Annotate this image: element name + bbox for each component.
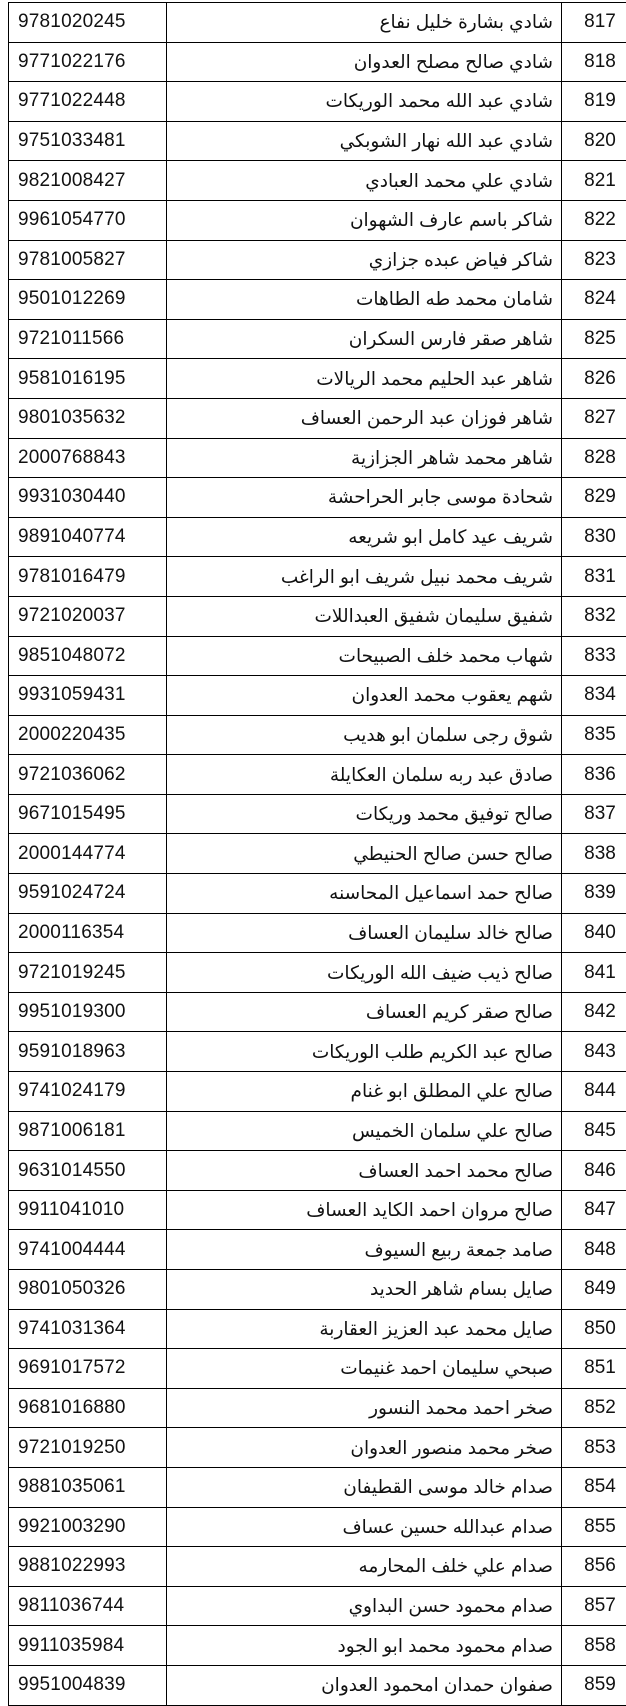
national-id-cell: 9721020037 <box>9 596 167 636</box>
serial-number-cell: 847 <box>562 1190 626 1230</box>
serial-number-cell: 825 <box>562 319 626 359</box>
full-name-cell: شوق رجى سلمان ابو هديب <box>167 715 562 755</box>
serial-number-cell: 817 <box>562 3 626 43</box>
national-id-cell: 2000116354 <box>9 913 167 953</box>
table-row <box>9 359 626 399</box>
serial-number-cell: 845 <box>562 1111 626 1151</box>
national-id-cell: 9721036062 <box>9 755 167 795</box>
table-row <box>9 478 626 518</box>
table-row <box>9 280 626 320</box>
table-row <box>9 1626 626 1666</box>
full-name-cell: صايل بسام شاهر الحديد <box>167 1270 562 1310</box>
full-name-cell: صادق عبد ربه سلمان العكايلة <box>167 755 562 795</box>
national-id-cell: 9881022993 <box>9 1547 167 1587</box>
serial-number-cell: 828 <box>562 438 626 478</box>
table-row <box>9 82 626 122</box>
serial-number-cell: 858 <box>562 1626 626 1666</box>
national-id-cell: 9961054770 <box>9 200 167 240</box>
full-name-cell: صخر احمد محمد النسور <box>167 1388 562 1428</box>
table-row <box>9 1072 626 1112</box>
full-name-cell: صالح محمد احمد العساف <box>167 1151 562 1191</box>
national-id-cell: 9751033481 <box>9 121 167 161</box>
table-row <box>9 676 626 716</box>
full-name-cell: شاهر صقر فارس السكران <box>167 319 562 359</box>
table-row <box>9 874 626 914</box>
national-id-cell: 9581016195 <box>9 359 167 399</box>
serial-number-cell: 832 <box>562 596 626 636</box>
full-name-cell: صامد جمعة ربيع السيوف <box>167 1230 562 1270</box>
national-id-cell: 9631014550 <box>9 1151 167 1191</box>
table-row <box>9 1507 626 1547</box>
serial-number-cell: 854 <box>562 1467 626 1507</box>
national-id-cell: 9881035061 <box>9 1467 167 1507</box>
table-row <box>9 121 626 161</box>
national-id-cell: 9931059431 <box>9 676 167 716</box>
table-row <box>9 398 626 438</box>
table-row <box>9 953 626 993</box>
table-row <box>9 715 626 755</box>
national-id-cell: 9821008427 <box>9 161 167 201</box>
serial-number-cell: 851 <box>562 1349 626 1389</box>
serial-number-cell: 846 <box>562 1151 626 1191</box>
national-id-cell: 9911041010 <box>9 1190 167 1230</box>
table-row <box>9 1665 626 1705</box>
national-id-cell: 9671015495 <box>9 794 167 834</box>
full-name-cell: صالح حسن صالح الحنيطي <box>167 834 562 874</box>
table-row <box>9 438 626 478</box>
national-id-cell: 9721019250 <box>9 1428 167 1468</box>
national-id-cell: 9811036744 <box>9 1586 167 1626</box>
serial-number-cell: 852 <box>562 1388 626 1428</box>
table-row <box>9 240 626 280</box>
table-row <box>9 755 626 795</box>
serial-number-cell: 820 <box>562 121 626 161</box>
table-row <box>9 1467 626 1507</box>
national-id-cell: 9741031364 <box>9 1309 167 1349</box>
full-name-cell: صدام خالد موسى القطيفان <box>167 1467 562 1507</box>
serial-number-cell: 827 <box>562 398 626 438</box>
table-row <box>9 794 626 834</box>
full-name-cell: صخر محمد منصور العدوان <box>167 1428 562 1468</box>
names-table <box>8 2 626 1706</box>
serial-number-cell: 839 <box>562 874 626 914</box>
table-row <box>9 1547 626 1587</box>
serial-number-cell: 859 <box>562 1665 626 1705</box>
full-name-cell: شامان محمد طه الطاهات <box>167 280 562 320</box>
serial-number-cell: 844 <box>562 1072 626 1112</box>
national-id-cell: 9931030440 <box>9 478 167 518</box>
full-name-cell: شادي بشارة خليل نفاع <box>167 3 562 43</box>
table-row <box>9 596 626 636</box>
national-id-cell: 9691017572 <box>9 1349 167 1389</box>
table-row <box>9 557 626 597</box>
table-row <box>9 1032 626 1072</box>
table-row <box>9 1230 626 1270</box>
full-name-cell: شاكر باسم عارف الشهوان <box>167 200 562 240</box>
serial-number-cell: 855 <box>562 1507 626 1547</box>
national-id-cell: 9781020245 <box>9 3 167 43</box>
table-row <box>9 1309 626 1349</box>
full-name-cell: شاهر عبد الحليم محمد الريالات <box>167 359 562 399</box>
serial-number-cell: 821 <box>562 161 626 201</box>
serial-number-cell: 848 <box>562 1230 626 1270</box>
serial-number-cell: 831 <box>562 557 626 597</box>
national-id-cell: 9911035984 <box>9 1626 167 1666</box>
serial-number-cell: 822 <box>562 200 626 240</box>
serial-number-cell: 836 <box>562 755 626 795</box>
serial-number-cell: 857 <box>562 1586 626 1626</box>
full-name-cell: شادي صالح مصلح العدوان <box>167 42 562 82</box>
national-id-cell: 9781005827 <box>9 240 167 280</box>
serial-number-cell: 834 <box>562 676 626 716</box>
table-body <box>9 3 626 1706</box>
table-row <box>9 1190 626 1230</box>
national-id-cell: 9681016880 <box>9 1388 167 1428</box>
full-name-cell: صالح علي المطلق ابو غنام <box>167 1072 562 1112</box>
full-name-cell: صالح مروان احمد الكايد العساف <box>167 1190 562 1230</box>
national-id-cell: 9721011566 <box>9 319 167 359</box>
table-row <box>9 636 626 676</box>
serial-number-cell: 818 <box>562 42 626 82</box>
table-row <box>9 1111 626 1151</box>
serial-number-cell: 850 <box>562 1309 626 1349</box>
table-row <box>9 200 626 240</box>
national-id-cell: 9781016479 <box>9 557 167 597</box>
serial-number-cell: 837 <box>562 794 626 834</box>
serial-number-cell: 823 <box>562 240 626 280</box>
national-id-cell: 9801035632 <box>9 398 167 438</box>
full-name-cell: شاكر فياض عبده جزازي <box>167 240 562 280</box>
national-id-cell: 2000144774 <box>9 834 167 874</box>
serial-number-cell: 842 <box>562 992 626 1032</box>
full-name-cell: شريف محمد نبيل شريف ابو الراغب <box>167 557 562 597</box>
national-id-cell: 9801050326 <box>9 1270 167 1310</box>
serial-number-cell: 830 <box>562 517 626 557</box>
national-id-cell: 9951004839 <box>9 1665 167 1705</box>
full-name-cell: صالح علي سلمان الخميس <box>167 1111 562 1151</box>
serial-number-cell: 826 <box>562 359 626 399</box>
serial-number-cell: 843 <box>562 1032 626 1072</box>
full-name-cell: صبحي سليمان احمد غنيمات <box>167 1349 562 1389</box>
full-name-cell: شفيق سليمان شفيق العبداللات <box>167 596 562 636</box>
table-row <box>9 1586 626 1626</box>
serial-number-cell: 856 <box>562 1547 626 1587</box>
serial-number-cell: 840 <box>562 913 626 953</box>
national-id-cell: 9951019300 <box>9 992 167 1032</box>
table-row <box>9 1428 626 1468</box>
full-name-cell: شادي عبد الله محمد الوريكات <box>167 82 562 122</box>
table-row <box>9 992 626 1032</box>
serial-number-cell: 835 <box>562 715 626 755</box>
national-id-cell: 2000220435 <box>9 715 167 755</box>
table-row <box>9 1388 626 1428</box>
table-row <box>9 1270 626 1310</box>
full-name-cell: شادي عبد الله نهار الشوبكي <box>167 121 562 161</box>
serial-number-cell: 838 <box>562 834 626 874</box>
table-row <box>9 834 626 874</box>
national-id-cell: 9741024179 <box>9 1072 167 1112</box>
full-name-cell: صالح حمد اسماعيل المحاسنه <box>167 874 562 914</box>
full-name-cell: صدام علي خلف المحارمه <box>167 1547 562 1587</box>
serial-number-cell: 824 <box>562 280 626 320</box>
full-name-cell: شهاب محمد خلف الصبيحات <box>167 636 562 676</box>
full-name-cell: صالح ذيب ضيف الله الوريكات <box>167 953 562 993</box>
full-name-cell: صالح عبد الكريم طلب الوريكات <box>167 1032 562 1072</box>
national-id-cell: 9591018963 <box>9 1032 167 1072</box>
national-id-cell: 9871006181 <box>9 1111 167 1151</box>
serial-number-cell: 833 <box>562 636 626 676</box>
serial-number-cell: 819 <box>562 82 626 122</box>
table-row <box>9 319 626 359</box>
national-id-cell: 9771022176 <box>9 42 167 82</box>
table-row <box>9 1151 626 1191</box>
serial-number-cell: 853 <box>562 1428 626 1468</box>
table-row <box>9 517 626 557</box>
serial-number-cell: 829 <box>562 478 626 518</box>
national-id-cell: 9921003290 <box>9 1507 167 1547</box>
full-name-cell: صالح خالد سليمان العساف <box>167 913 562 953</box>
table-row <box>9 1349 626 1389</box>
table-row <box>9 42 626 82</box>
national-id-cell: 9501012269 <box>9 280 167 320</box>
full-name-cell: صدام محمود حسن البداوي <box>167 1586 562 1626</box>
national-id-cell: 9851048072 <box>9 636 167 676</box>
table-row <box>9 913 626 953</box>
full-name-cell: صالح توفيق محمد وريكات <box>167 794 562 834</box>
full-name-cell: شادي علي محمد العبادي <box>167 161 562 201</box>
national-id-cell: 9891040774 <box>9 517 167 557</box>
national-id-cell: 9721019245 <box>9 953 167 993</box>
table-row <box>9 3 626 43</box>
full-name-cell: شاهر فوزان عبد الرحمن العساف <box>167 398 562 438</box>
full-name-cell: شحادة موسى جابر الحراحشة <box>167 478 562 518</box>
full-name-cell: صدام عبدالله حسين عساف <box>167 1507 562 1547</box>
full-name-cell: شهم يعقوب محمد العدوان <box>167 676 562 716</box>
national-id-cell: 9741004444 <box>9 1230 167 1270</box>
full-name-cell: صالح صقر كريم العساف <box>167 992 562 1032</box>
full-name-cell: صفوان حمدان امحمود العدوان <box>167 1665 562 1705</box>
national-id-cell: 9771022448 <box>9 82 167 122</box>
national-id-cell: 2000768843 <box>9 438 167 478</box>
serial-number-cell: 849 <box>562 1270 626 1310</box>
full-name-cell: صايل محمد عبد العزيز العقاربة <box>167 1309 562 1349</box>
national-id-cell: 9591024724 <box>9 874 167 914</box>
table-row <box>9 161 626 201</box>
full-name-cell: شريف عيد كامل ابو شريعه <box>167 517 562 557</box>
serial-number-cell: 841 <box>562 953 626 993</box>
full-name-cell: شاهر محمد شاهر الجزازية <box>167 438 562 478</box>
full-name-cell: صدام محمود محمد ابو الجود <box>167 1626 562 1666</box>
